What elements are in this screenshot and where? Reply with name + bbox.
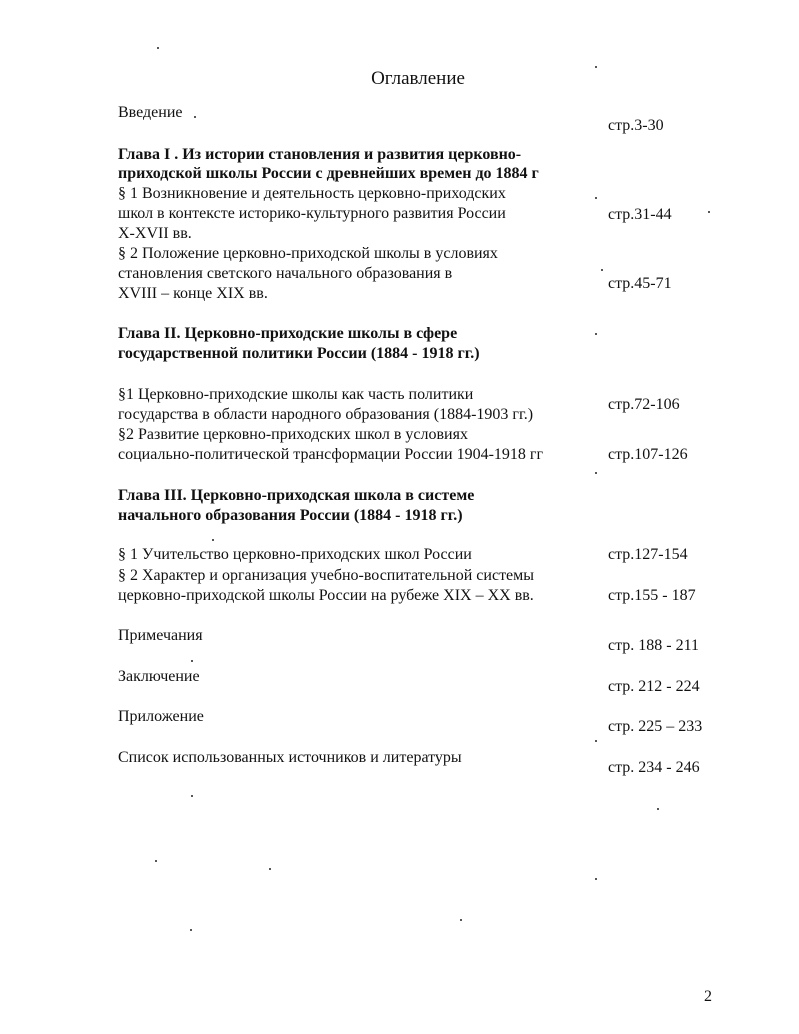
chapter2-s1-line1: §1 Церковно-приходские школы как часть политики — [118, 386, 474, 403]
scan-speck — [269, 868, 271, 870]
chapter2-s2-line2: социально-политической трансформации России 1904-1918 гг — [118, 446, 544, 463]
chapter2-heading-line2: государственной политики России (1884 - 1918 гг.) — [118, 345, 480, 362]
chapter3-heading-line2: начального образования России (1884 - 1918 гг.) — [118, 507, 463, 524]
chapter1-heading-line1: Глава I . Из истории становления и развития церковно- — [118, 146, 522, 163]
scan-speck — [708, 211, 710, 213]
toc-notes-label: Примечания — [118, 627, 203, 644]
toc-intro-label: Введение — [118, 104, 183, 121]
chapter3-s1-pages: стр.127-154 — [608, 546, 688, 563]
chapter3-s2-pages: стр.155 - 187 — [608, 587, 696, 604]
chapter1-s1-line3: X-XVII вв. — [118, 225, 192, 242]
scan-speck — [157, 47, 159, 49]
toc-appendix-pages: стр. 225 – 233 — [608, 718, 703, 735]
chapter1-s1-pages: стр.31-44 — [608, 206, 672, 223]
chapter1-s2-line2: становления светского начального образования в — [118, 265, 453, 282]
chapter3-heading-line1: Глава III. Церковно-приходская школа в системе — [118, 487, 475, 504]
chapter1-s1-line1: § 1 Возникновение и деятельность церковно-приходских — [118, 185, 506, 202]
scan-speck — [194, 116, 196, 118]
scan-speck — [190, 929, 192, 931]
chapter2-s1-pages: стр.72-106 — [608, 396, 680, 413]
scan-speck — [155, 860, 157, 862]
scan-speck — [595, 878, 597, 880]
chapter1-heading-line2: приходской школы России с древнейших времен до 1884 г — [118, 165, 539, 182]
page-number: 2 — [704, 988, 712, 1005]
scan-speck — [595, 472, 597, 474]
toc-appendix-label: Приложение — [118, 708, 204, 725]
scan-speck — [595, 197, 597, 199]
toc-conclusion-label: Заключение — [118, 668, 200, 685]
scan-speck — [657, 808, 659, 810]
chapter3-s2-line2: церковно-приходской школы России на рубеже XIX – XX вв. — [118, 587, 534, 604]
chapter2-s2-line1: §2 Развитие церковно-приходских школ в условиях — [118, 426, 468, 443]
chapter1-s2-line3: XVIII – конце XIX вв. — [118, 285, 268, 302]
toc-intro-pages: стр.3-30 — [608, 117, 664, 134]
scan-speck — [191, 660, 193, 662]
chapter3-s1-line1: § 1 Учительство церковно-приходских школ России — [118, 546, 472, 563]
toc-conclusion-pages: стр. 212 - 224 — [608, 678, 700, 695]
chapter2-s1-line2: государства в области народного образования (1884-1903 гг.) — [118, 406, 534, 423]
scan-speck — [595, 333, 597, 335]
chapter1-s2-line1: § 2 Положение церковно-приходской школы в условиях — [118, 245, 498, 262]
chapter1-s1-line2: школ в контексте историко-культурного развития России — [118, 205, 506, 222]
toc-bibliography-label: Список использованных источников и литературы — [118, 749, 462, 766]
scan-speck — [460, 919, 462, 921]
chapter2-s2-pages: стр.107-126 — [608, 446, 688, 463]
scan-speck — [595, 740, 597, 742]
scan-speck — [595, 66, 597, 68]
toc-notes-pages: стр. 188 - 211 — [608, 637, 700, 654]
chapter1-s2-pages: стр.45-71 — [608, 275, 672, 292]
page-title: Оглавление — [371, 68, 465, 89]
chapter2-heading-line1: Глава II. Церковно-приходские школы в сфере — [118, 325, 458, 342]
chapter3-s2-line1: § 2 Характер и организация учебно-воспитательной системы — [118, 567, 535, 584]
scan-speck — [601, 269, 603, 271]
scan-speck — [191, 795, 193, 797]
scan-speck — [212, 539, 214, 541]
toc-bibliography-pages: стр. 234 - 246 — [608, 759, 700, 776]
